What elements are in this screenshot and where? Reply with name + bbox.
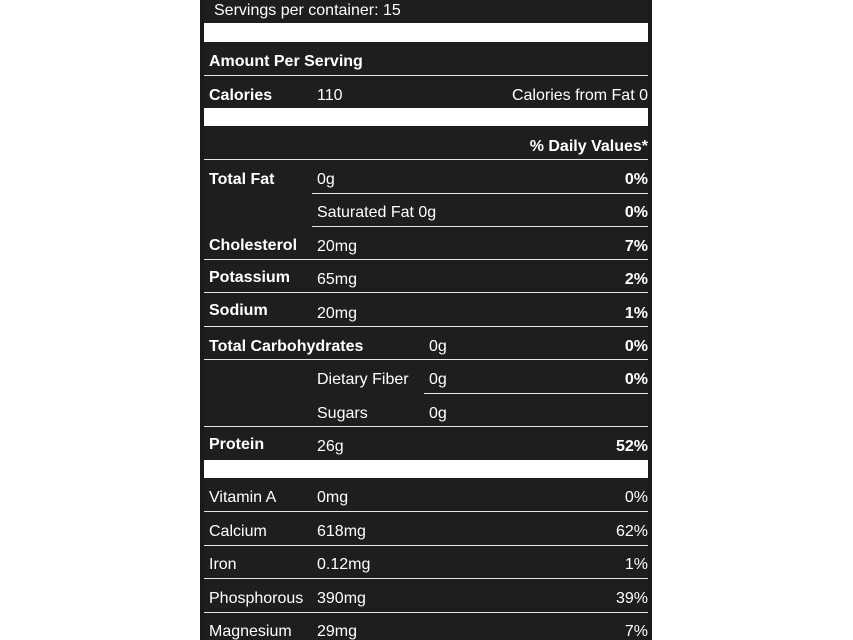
nutrient-dv-dietary-fiber: 0% xyxy=(624,371,648,388)
nutrient-label-protein: Protein xyxy=(209,436,265,453)
divider xyxy=(424,393,648,394)
divider xyxy=(204,545,648,546)
mineral-dv-vitamin-a: 0% xyxy=(624,489,648,506)
mineral-amount-calcium: 618mg xyxy=(317,523,366,540)
divider xyxy=(204,259,648,260)
nutrient-label-sugars: Sugars xyxy=(317,405,368,422)
nutrient-label-saturated-fat: Saturated Fat 0g xyxy=(317,204,437,221)
nutrition-facts-panel xyxy=(200,0,652,640)
divider xyxy=(312,226,648,227)
nutrient-amount-cholesterol: 20mg xyxy=(317,238,358,255)
nutrient-label-potassium: Potassium xyxy=(209,269,290,286)
mineral-label-vitamin-a: Vitamin A xyxy=(209,489,277,506)
nutrient-dv-sodium: 1% xyxy=(624,305,648,322)
divider xyxy=(204,75,648,76)
divider xyxy=(312,193,648,194)
nutrient-amount-potassium: 65mg xyxy=(317,271,358,288)
divider xyxy=(204,612,648,613)
mineral-label-calcium: Calcium xyxy=(209,523,267,540)
calories-from-fat: Calories from Fat 0 xyxy=(511,87,648,104)
mineral-amount-iron: 0.12mg xyxy=(317,556,371,573)
divider xyxy=(204,326,648,327)
nutrient-amount-dietary-fiber: 0g xyxy=(429,371,447,388)
divider xyxy=(204,359,648,360)
nutrient-label-total-carbohydrates: Total Carbohydrates xyxy=(209,338,364,355)
mineral-dv-magnesium: 7% xyxy=(624,623,648,640)
nutrient-amount-sugars: 0g xyxy=(429,405,447,422)
nutrient-dv-total-carbohydrates: 0% xyxy=(624,338,648,355)
daily-values-header: % Daily Values* xyxy=(529,138,648,155)
divider xyxy=(204,578,648,579)
nutrient-label-sodium: Sodium xyxy=(209,302,268,319)
nutrient-amount-protein: 26g xyxy=(317,438,344,455)
nutrient-dv-potassium: 2% xyxy=(624,271,648,288)
amount-per-serving-heading: Amount Per Serving xyxy=(209,53,363,70)
mineral-label-phosphorous: Phosphorous xyxy=(209,590,304,607)
calories-label: Calories xyxy=(209,87,273,104)
nutrient-label-cholesterol: Cholesterol xyxy=(209,237,298,254)
divider xyxy=(204,159,648,160)
nutrient-amount-total-carbohydrates: 0g xyxy=(429,338,447,355)
mineral-amount-vitamin-a: 0mg xyxy=(317,489,349,506)
nutrient-dv-total-fat: 0% xyxy=(624,171,648,188)
mineral-dv-iron: 1% xyxy=(624,556,648,573)
divider xyxy=(204,511,648,512)
mineral-label-iron: Iron xyxy=(209,556,237,573)
nutrient-amount-total-fat: 0g xyxy=(317,171,335,188)
mineral-dv-calcium: 62% xyxy=(615,523,648,540)
mineral-dv-phosphorous: 39% xyxy=(615,590,648,607)
panel-right-border xyxy=(648,0,652,640)
nutrient-label-dietary-fiber: Dietary Fiber xyxy=(317,371,409,388)
nutrient-label-total-fat: Total Fat xyxy=(209,171,275,188)
divider xyxy=(204,292,648,293)
servings-per-container: Servings per container: 15 xyxy=(214,2,401,19)
mineral-amount-phosphorous: 390mg xyxy=(317,590,366,607)
mineral-amount-magnesium: 29mg xyxy=(317,623,358,640)
calories-value: 110 xyxy=(317,87,343,104)
nutrient-dv-cholesterol: 7% xyxy=(624,238,648,255)
nutrient-amount-sodium: 20mg xyxy=(317,305,358,322)
divider xyxy=(204,426,648,427)
nutrient-dv-protein: 52% xyxy=(615,438,648,455)
nutrient-dv-saturated-fat: 0% xyxy=(624,204,648,221)
mineral-label-magnesium: Magnesium xyxy=(209,623,292,640)
